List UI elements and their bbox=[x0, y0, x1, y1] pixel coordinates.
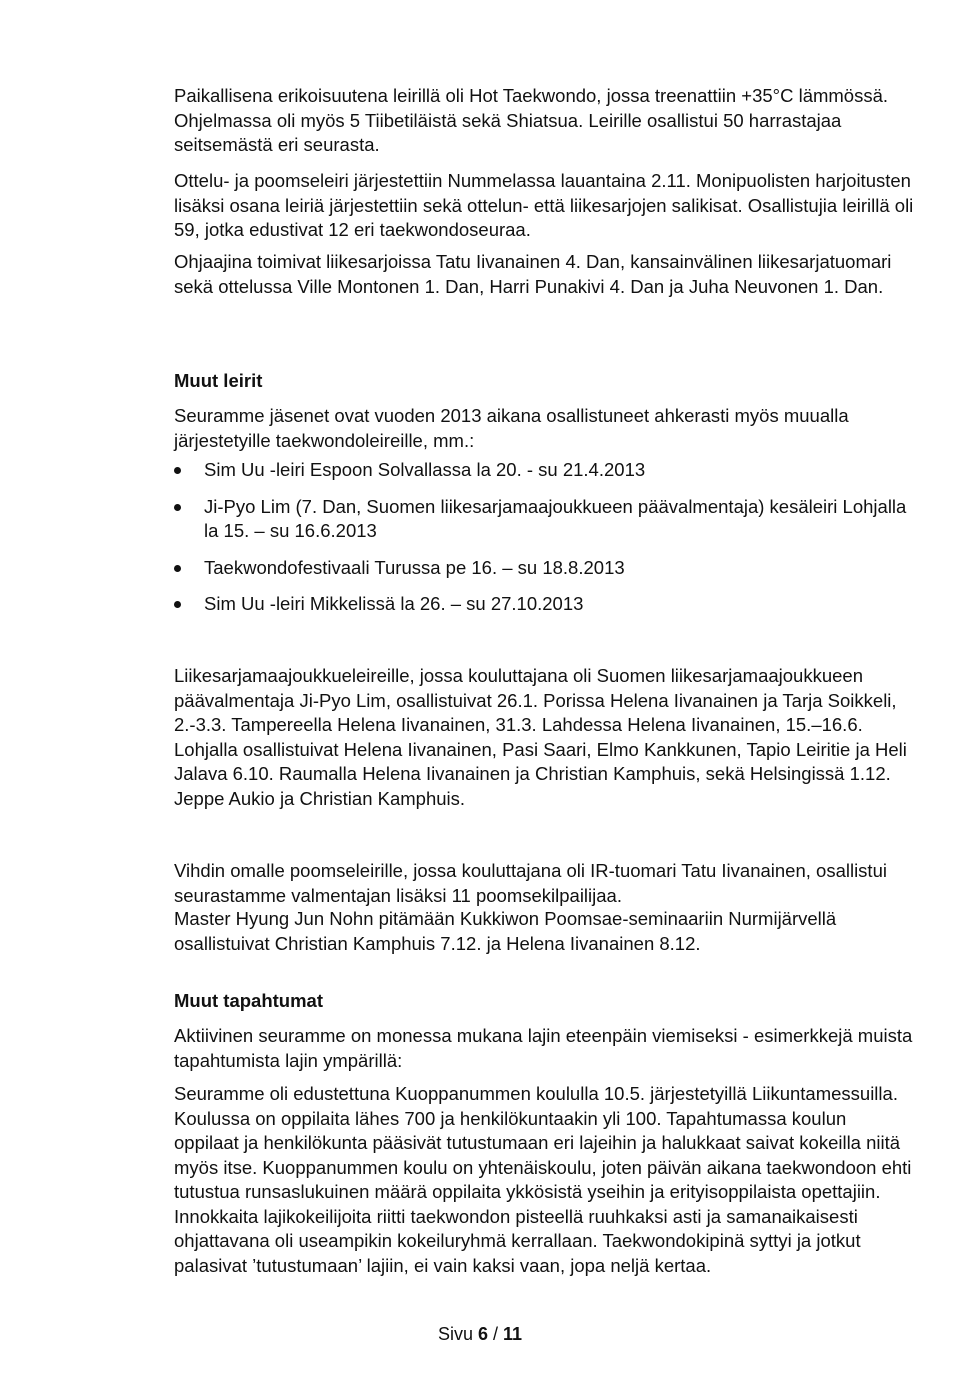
paragraph-liikuntamessut: Seuramme oli edustettuna Kuoppanummen koululla 10.5. järjestetyillä Liikuntamessuilla. Koulussa on oppilaita lähes 700 ja henkilökuntaakin yli 100. Tapahtumassa koulun oppilaat ja henkilökunta pääsivät tutustumaan eri lajeihin ja halukkaat saivat kokeilla niitä myös itse. Kuoppanummen koulu on yhtenäiskoulu, joten päivän aikana taekwondoon ehti tutustua runsaslukuinen määrä oppilaita ykkösistä yseihin ja erityisoppilaista opettajiin. Innokkaita lajikokeilijoita riitti taekwondon pisteellä ruuhkaksi asti ja samanaikaisesti ohjattavana oli useampikin kokeiluryhmä kerrallaan. Taekwondokipinä syttyi ja jotkut palasivat ’tutustumaan’ lajiin, ei vain kaksi vaan, jopa neljä kertaa. bbox=[174, 1083, 912, 1276]
page-number-total: 11 bbox=[503, 1324, 523, 1344]
camp-list-item-text: Taekwondofestivaali Turussa pe 16. – su 18.8.2013 bbox=[204, 556, 625, 578]
bullet-icon bbox=[174, 504, 181, 511]
heading-muut-tapahtumat: Muut tapahtumat bbox=[174, 990, 324, 1011]
bullet-icon bbox=[174, 565, 181, 572]
camp-list bbox=[174, 458, 914, 617]
page-number-current: 6 bbox=[477, 1324, 488, 1344]
page-number bbox=[0, 1322, 960, 1346]
page-number-label: Sivu bbox=[437, 1324, 473, 1344]
camp-list-item-text: Sim Uu -leiri Espoon Solvallassa la 20. - su 21.4.2013 bbox=[204, 459, 646, 480]
paragraph-kukkiwon-seminaari: Master Hyung Jun Nohn pitämään Kukkiwon Poomsae-seminaariin Nurmijärvellä osallistuivat Christian Kamphuis 7.12. ja Helena Iivanainen 8.12. bbox=[174, 908, 837, 954]
camp-list-item bbox=[174, 495, 914, 544]
bullet-icon bbox=[174, 601, 181, 608]
camp-list-item-text: Ji-Pyo Lim (7. Dan, Suomen liikesarjamaajoukkueen päävalmentaja) kesäleiri Lohjalla la 15. – su 16.6.2013 bbox=[204, 495, 907, 541]
heading-muut-leirit: Muut leirit bbox=[174, 370, 263, 391]
paragraph-ohjaajat: Ohjaajina toimivat liikesarjoissa Tatu Iivanainen 4. Dan, kansainvälinen liikesarjatuomari sekä ottelussa Ville Montonen 1. Dan, Harri Punakivi 4. Dan ja Juha Neuvonen 1. Dan. bbox=[174, 251, 892, 297]
camp-list-item-text: Sim Uu -leiri Mikkelissä la 26. – su 27.10.2013 bbox=[204, 593, 584, 614]
camp-list-item bbox=[174, 592, 914, 617]
paragraph-maajoukkueleirit: Liikesarjamaajoukkueleireille, jossa kouluttajana oli Suomen liikesarjamaajoukkueen päävalmentaja Ji-Pyo Lim, osallistuivat 26.1. Porissa Helena Iivanainen ja Tarja Soikkeli, 2.-3.3. Tampereella Helena Iivanainen, 31.3. Lahdessa Helena Iivanainen, 15.–16.6. Lohjalla osallistuivat Helena Iivanainen, Pasi Saari, Elmo Kankkunen, Tapio Leiritie ja Heli Jalava 6.10. Raumalla Helena Iivanainen ja Christian Kamphuis, sekä Helsingissä 1.12. Jeppe Aukio ja Christian Kamphuis. bbox=[174, 665, 907, 809]
page-number-separator: / bbox=[493, 1324, 499, 1344]
paragraph-hot-taekwondo: Paikallisena erikoisuutena leirillä oli Hot Taekwondo, jossa treenattiin +35°C lämmössä. Ohjelmassa oli myös 5 Tiibetiläistä sekä Shiatsua. Leirille osallistui 50 harrastajaa seitsemästä eri seurasta. bbox=[174, 85, 889, 155]
bullet-icon bbox=[174, 467, 181, 474]
paragraph-ottelu-leiri: Ottelu- ja poomseleiri järjestettiin Nummelassa lauantaina 2.11. Monipuolisten harjoitusten lisäksi osana leiriä järjestettiin sekä ottelun- että liikesarjojen salikisat. Osallistujia leirillä oli 59, jotka edustivat 12 eri taekwondoseuraa. bbox=[174, 170, 914, 240]
camp-list-item bbox=[174, 556, 914, 581]
camp-list-item bbox=[174, 458, 914, 483]
paragraph-vihti-poomseleiri: Vihdin omalle poomseleirille, jossa kouluttajana oli IR-tuomari Tatu Iivanainen, osallistui seurastamme valmentajan lisäksi 11 poomsekilpailijaa. bbox=[174, 860, 887, 906]
paragraph-muut-leirit-intro: Seuramme jäsenet ovat vuoden 2013 aikana osallistuneet ahkerasti myös muualla järjestetyille taekwondoleireille, mm.: bbox=[174, 405, 849, 451]
paragraph-tapahtumat-intro: Aktiivinen seuramme on monessa mukana lajin eteenpäin viemiseksi - esimerkkejä muista tapahtumista lajin ympärillä: bbox=[174, 1025, 913, 1071]
